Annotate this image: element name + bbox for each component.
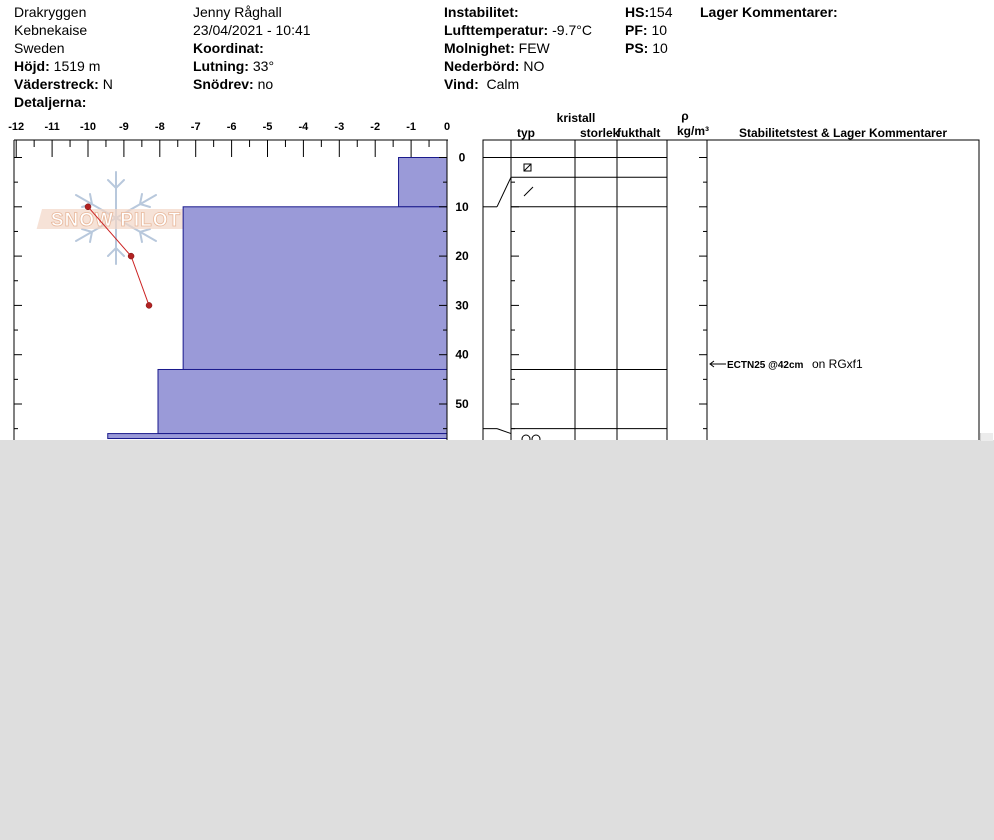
col-header-rho: ρ	[681, 109, 689, 123]
col-header-moisture: fukthalt	[617, 126, 661, 140]
x-tick-label: -9	[119, 121, 129, 133]
faceted-crystal-icon	[524, 164, 531, 171]
x-tick-label: -3	[334, 121, 345, 133]
hardness-bar	[183, 207, 447, 370]
air-temp-label: Lufttemperatur:	[444, 22, 549, 38]
col-header-stability: Stabilitetstest & Lager Kommentarer	[738, 126, 948, 140]
hardness-bar	[108, 434, 447, 439]
cloud-label: Molnighet:	[444, 40, 515, 56]
elevation-label: Höjd:	[14, 58, 50, 74]
x-tick-label: -12	[8, 121, 25, 133]
layer-table-frame	[483, 140, 979, 440]
depth-label: 0	[458, 150, 466, 165]
slope-label: Lutning:	[193, 58, 249, 74]
x-tick-label: 0	[443, 121, 451, 133]
instability-label: Instabilitet:	[444, 4, 519, 20]
pf-label: PF:	[625, 22, 648, 38]
density-ticks	[511, 158, 707, 429]
aspect-value: N	[102, 76, 113, 92]
wind-label: Vind:	[444, 76, 479, 92]
hardness-bar	[158, 369, 447, 433]
observation-datetime: 23/04/2021 - 10:41	[193, 22, 311, 38]
precip-value: NO	[523, 58, 545, 74]
col-header-density: kg/m³	[676, 124, 710, 138]
stability-test-layer: on RGxf1	[812, 357, 863, 371]
temperature-point	[85, 204, 91, 210]
pf-value: 10	[651, 22, 668, 38]
x-tick-label: -1	[406, 121, 416, 133]
area-name: Kebnekaise	[14, 22, 88, 38]
snowpilot-watermark	[37, 172, 194, 264]
cloud-value: FEW	[518, 40, 550, 56]
x-tick-label: -2	[370, 121, 381, 133]
ps-value: 10	[652, 40, 668, 56]
scrollbar[interactable]	[980, 433, 993, 441]
depth-label: 40	[455, 347, 469, 362]
wind-value: Calm	[486, 76, 520, 92]
watermark-text: SNOW PILOT	[50, 210, 182, 231]
x-tick-label: -11	[44, 121, 60, 133]
elevation-value: 1519 m	[53, 58, 101, 74]
coordinate-label: Koordinat:	[193, 40, 264, 56]
x-axis	[8, 121, 450, 157]
layer-connector	[497, 177, 511, 207]
x-tick-label: -7	[190, 121, 201, 133]
air-temp-value: -9.7°C	[552, 22, 592, 38]
x-tick-label: -4	[298, 121, 309, 133]
hs-value: 154	[649, 4, 673, 20]
melt-form-icon	[522, 435, 540, 440]
col-header-size: storlek	[580, 126, 620, 140]
temperature-point	[146, 302, 152, 308]
details-label: Detaljerna:	[14, 94, 87, 110]
layer-connector	[497, 429, 511, 434]
x-tick-label: -5	[262, 121, 273, 133]
x-tick-label: -10	[80, 121, 96, 133]
site-name: Drakryggen	[14, 4, 87, 20]
hs-label: HS:	[625, 4, 650, 20]
hardness-bar	[399, 158, 447, 207]
depth-label: 20	[455, 249, 469, 264]
observer-name: Jenny Råghall	[193, 4, 282, 20]
stability-test-result: ECTN25 @42cm	[727, 360, 804, 371]
depth-label: 10	[455, 199, 469, 214]
fragmented-particle-icon	[524, 187, 533, 196]
x-tick-label: -6	[226, 121, 237, 133]
aspect-label: Väderstreck:	[14, 76, 99, 92]
temperature-point	[128, 253, 134, 259]
col-header-crystal: kristall	[556, 111, 596, 125]
depth-label: 50	[455, 397, 469, 411]
x-tick-label: -8	[154, 121, 165, 133]
col-header-type: typ	[517, 126, 535, 140]
drift-label: Snödrev:	[193, 76, 254, 92]
depth-label: 30	[455, 298, 469, 313]
ps-label: PS:	[625, 40, 649, 56]
precip-label: Nederbörd:	[444, 58, 520, 74]
drift-value: no	[257, 76, 274, 92]
country-name: Sweden	[14, 40, 65, 56]
layer-comments-label: Lager Kommentarer:	[700, 4, 838, 20]
slope-value: 33°	[252, 58, 275, 74]
hardness-bars	[108, 158, 447, 439]
layer-table	[483, 109, 979, 440]
